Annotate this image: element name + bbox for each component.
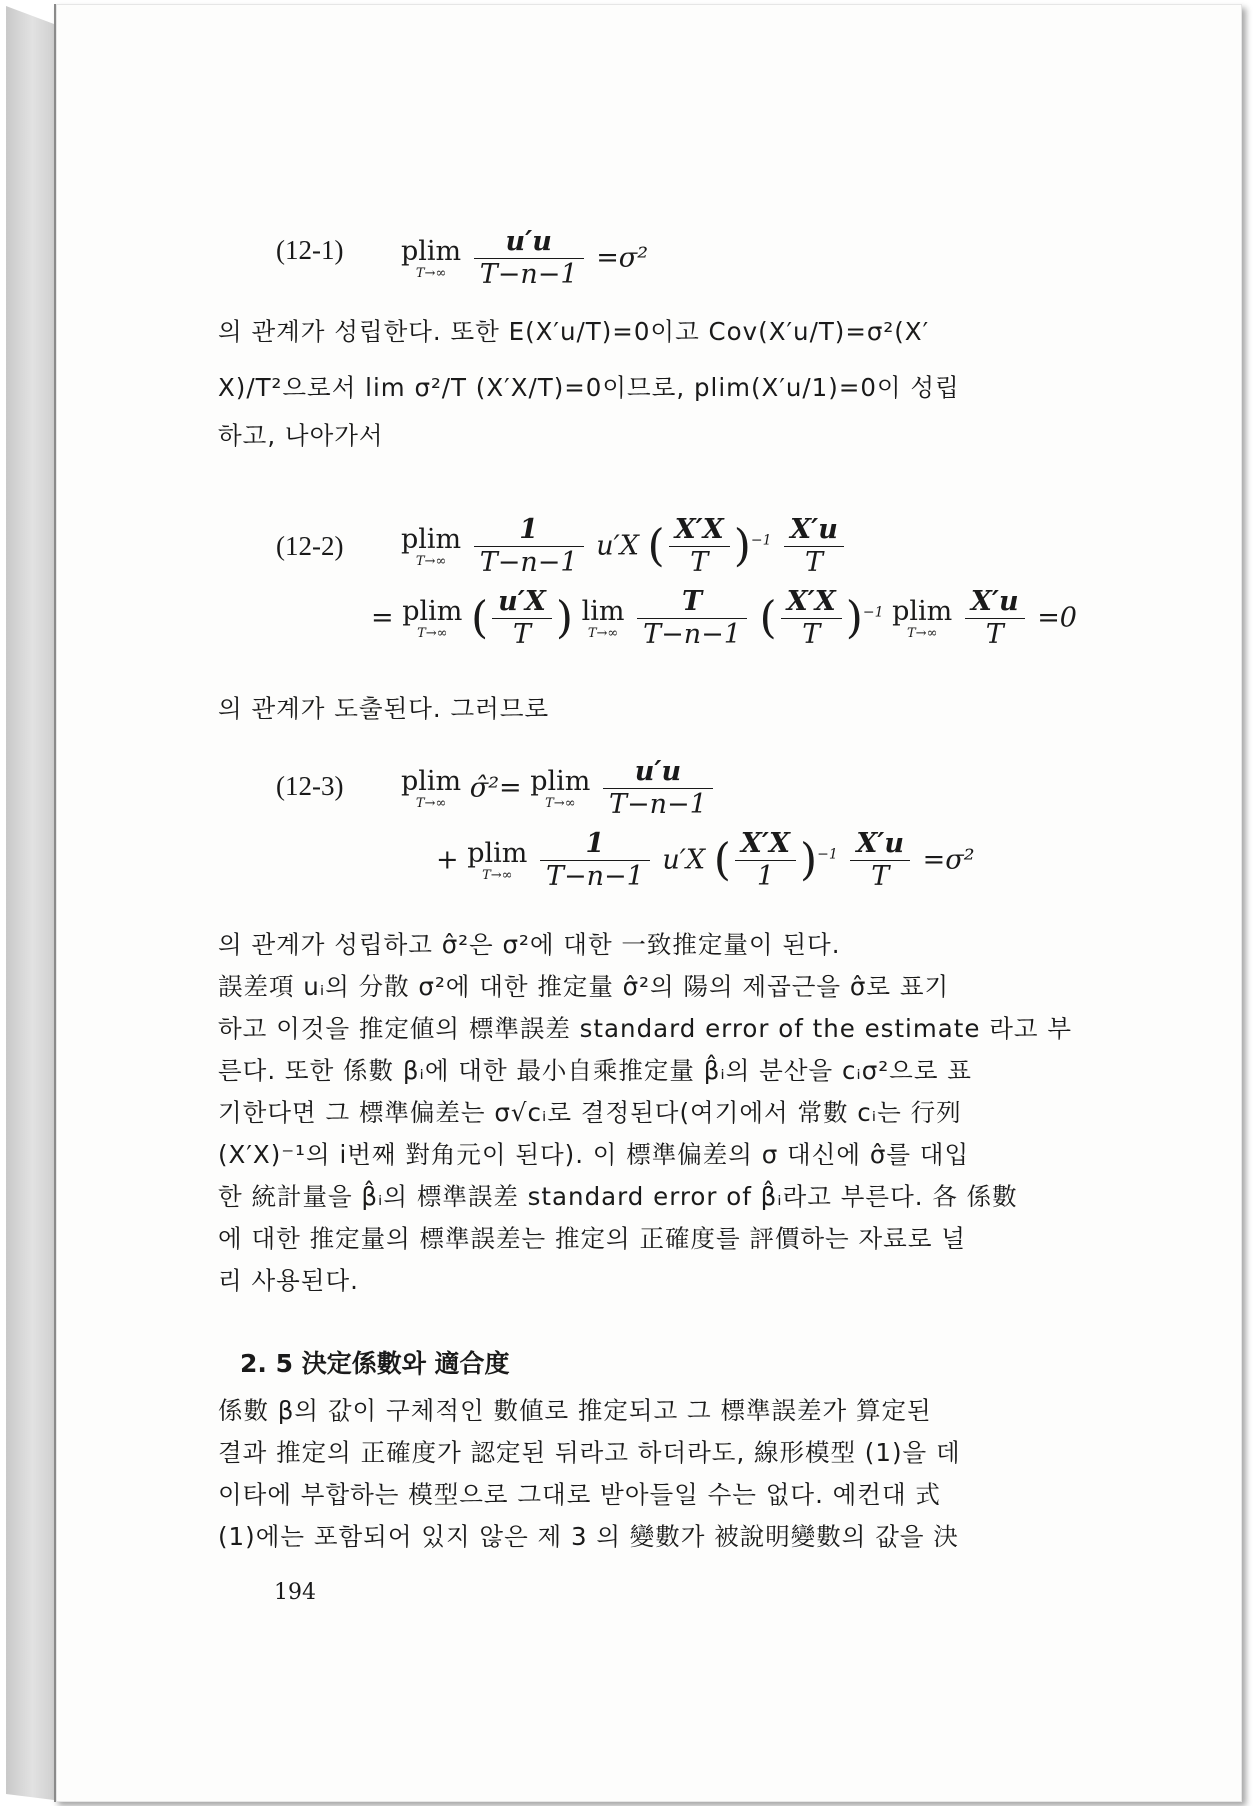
lim-operator: lim T→∞ <box>581 595 625 641</box>
text-line: 의 관계가 성립하고 σ̂²은 σ²에 대한 一致推定量이 된다. <box>218 930 841 959</box>
book-page <box>54 4 1242 1802</box>
fraction: $\frac{1}{T-n-1}$ <box>540 828 650 894</box>
fraction: $\frac{X'X}{T}$ <box>669 514 730 580</box>
equation-label: (12-1) <box>276 235 344 265</box>
book-spine-edge <box>6 6 54 1800</box>
text-line: 하고 이것을 推定値의 標準誤差 standard error of the estimate 라고 부 <box>218 1014 1072 1043</box>
text-line: 한 統計量을 β̂ᵢ의 標準誤差 standard error of β̂ᵢ라고 부른다. 各 係數 <box>218 1182 1018 1211</box>
paragraph-1 <box>218 304 1134 456</box>
equation-body <box>401 226 648 292</box>
text-line: 係數 β의 값이 구체적인 數値로 推定되고 그 標準誤差가 算定된 <box>218 1396 932 1425</box>
text-line: 기한다면 그 標準偏差는 σ√cᵢ로 결정된다(여기에서 常數 cᵢ는 行列 <box>218 1098 962 1127</box>
plim-operator: plim T→∞ <box>402 595 463 641</box>
equation-12-2 <box>251 514 1141 664</box>
text-line: 이타에 부합하는 模型으로 그대로 받아들일 수는 없다. 예컨대 式 <box>218 1480 941 1509</box>
fraction: $\frac{u'u}{T-n-1}$ <box>603 756 713 822</box>
paragraph-3 <box>218 924 1134 1302</box>
fraction: $\frac{1}{T-n-1}$ <box>474 514 584 580</box>
plim-operator: plim T→∞ <box>530 765 591 811</box>
plim-operator: plim T→∞ <box>401 235 462 281</box>
paragraph-2: 의 관계가 도출된다. 그러므로 <box>218 694 550 723</box>
plim-operator: plim T→∞ <box>467 837 528 883</box>
equation-line-1: plim T→∞ $\frac{1}{T-n-1}$ u′X ( $\frac{X'X}{T}$ )$^{-1}$ $\frac{X'u}{T}$ <box>401 514 848 580</box>
text-line: 에 대한 推定量의 標準誤差는 推定의 正確度를 評價하는 자료로 널 <box>218 1224 966 1253</box>
text-line: 른다. 또한 係數 βᵢ에 대한 最小自乘推定量 β̂ᵢ의 분산을 cᵢσ²으로 표 <box>218 1056 972 1085</box>
fraction: $\frac{X'u}{T}$ <box>850 828 910 894</box>
paragraph-4 <box>218 1390 1134 1558</box>
fraction: $\frac{X'u}{T}$ <box>784 514 844 580</box>
equation-line-2: + plim T→∞ $\frac{1}{T-n-1}$ u′X ( $\frac{X'X}{1}$ )$^{-1}$ $\frac{X'u}{T}$ =σ² <box>436 828 975 893</box>
plim-operator: plim T→∞ <box>401 523 462 569</box>
equation-line-1: plim T→∞ σ̂²= plim T→∞ $\frac{u'u}{T-n-1}$ <box>401 756 717 822</box>
section-2-5 <box>218 1344 1134 1384</box>
text-line: (1)에는 포함되어 있지 않은 제 3 의 變數가 被說明變數의 값을 決 <box>218 1522 959 1551</box>
text-line: 결과 推定의 正確度가 認定된 뒤라고 하더라도, 線形模型 (1)을 데 <box>218 1438 961 1467</box>
plim-operator: plim T→∞ <box>892 595 953 641</box>
equation-line-2: = plim T→∞ ( $\frac{u'X}{T}$ ) lim T→∞ $\frac{T}{T-n-1}$ ( $\frac{X'X}{T}$ )$^{-1}$ plim T→∞ $\frac{X'u}{T}$ =0 <box>371 586 1077 651</box>
plim-operator: plim T→∞ <box>401 765 462 811</box>
section-title: 2. 5 決定係數와 適合度 <box>240 1349 510 1378</box>
equation-12-1 <box>251 226 1141 306</box>
equation-label: (12-3) <box>276 771 344 801</box>
fraction: $\frac{u'u}{T-n-1}$ <box>474 226 584 292</box>
equation-12-3 <box>251 756 1141 906</box>
text-line: 의 관계가 성립한다. 또한 E(X′u/T)=0이고 Cov(X′u/T)=σ²(X′ <box>218 317 930 346</box>
page-number: 194 <box>274 1580 316 1605</box>
fraction: $\frac{u'X}{T}$ <box>492 586 552 652</box>
equation-label: (12-2) <box>276 531 344 561</box>
equation-rhs: =σ² <box>596 242 649 274</box>
fraction: $\frac{X'u}{T}$ <box>965 586 1025 652</box>
fraction: $\frac{T}{T-n-1}$ <box>637 586 747 652</box>
term: u′X <box>596 530 639 562</box>
text-line: 리 사용된다. <box>218 1266 359 1295</box>
text-line: X)/T²으로서 lim σ²/T (X′X/T)=0이므로, plim(X′u/1)=0이 성립 <box>218 373 960 402</box>
fraction: $\frac{X'X}{1}$ <box>735 828 796 894</box>
text-line: (X′X)⁻¹의 i번째 對角元이 된다). 이 標準偏差의 σ 대신에 σ̂를 대입 <box>218 1140 970 1169</box>
text-line: 하고, 나아가서 <box>218 421 384 450</box>
text-line: 誤差項 uᵢ의 分散 σ²에 대한 推定量 σ̂²의 陽의 제곱근을 σ̂로 표기 <box>218 972 950 1001</box>
fraction: $\frac{X'X}{T}$ <box>781 586 842 652</box>
